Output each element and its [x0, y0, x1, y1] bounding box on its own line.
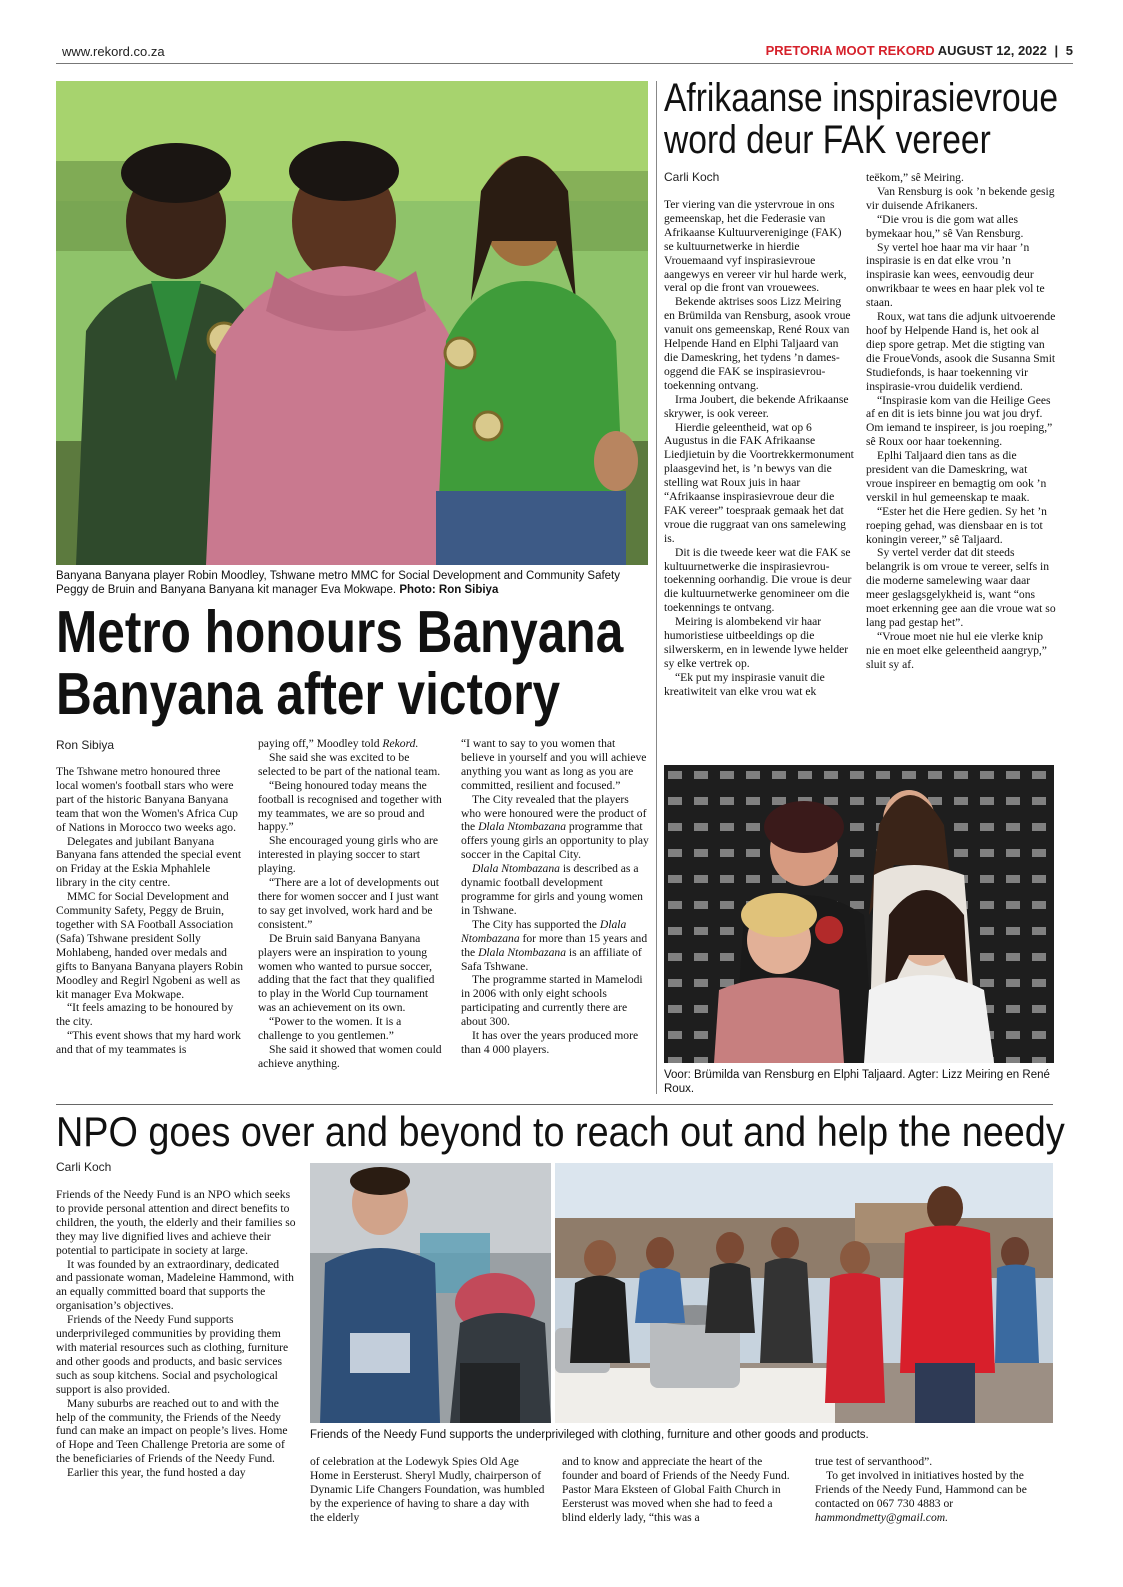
npo-paragraph: true test of servanthood”. [815, 1455, 933, 1468]
fak-paragraph: Roux, wat tans die adjunk uitvoerende hoof by Helpende Hand is, het ook al diep spore getrap. Met die stigting van die FroueVonds, asook die Susanna Smit Studiefonds, is haar toekenning vir inspirasie-vrou duidelik verdiend. [866, 310, 1056, 393]
fak-paragraph: Van Rensburg is ook ’n bekende gesig vir duisende Afrikaners. [866, 184, 1055, 212]
programme-name: Dlala Ntombazana [461, 917, 627, 945]
banyana-paragraph: “It feels amazing to be honoured by the city. [56, 1001, 234, 1029]
publication-mention: Rekord. [382, 737, 419, 750]
banyana-paragraph: She encouraged young girls who are interested in playing soccer to start playing. [258, 834, 439, 876]
issue-date: AUGUST 12, 2022 [937, 43, 1047, 58]
caption-text: Banyana Banyana player Robin Moodley, Tshwane metro MMC for Social Development and Community Safety Peggy de Bruin and Banyana Banyana kit manager Eva Mokwape. [56, 570, 620, 596]
programme-name: Dlala Ntombazana [478, 945, 566, 959]
banyana-paragraph: She said it showed that women could achieve anything. [258, 1042, 442, 1070]
fak-column-2 [866, 171, 1056, 672]
npo-paragraph: Friends of the Needy Fund is an NPO which seeks to provide personal attention and direct benefits to children, the youth, the elderly and their families so they may live dignified lives and achieve their potential to participate in society at large. [56, 1188, 296, 1257]
banyana-column-2 [258, 737, 446, 1071]
npo-paragraph: Many suburbs are reached out to and with the help of the community, the Friends of the Needy fund can make an impact on people’s lives. Home of Hope and Teen Challenge Pretoria are some of the beneficiaries of Friends of the Needy Fund. [56, 1396, 288, 1466]
banyana-text: The City has supported the [472, 917, 600, 931]
programme-name: Dlala Ntombazana [478, 820, 566, 834]
npo-paragraph: Friends of the Needy Fund supports underprivileged communities by providing them with material resources such as clothing, furniture and other goods and products, and basic services such as soup kitchens. Social and psychological support is also provided. [56, 1313, 289, 1396]
fak-paragraph: “Ek put my inspirasie vanuit die kreatiwiteit van elke vrou wat ek [664, 670, 825, 698]
fak-photo [664, 765, 1054, 1063]
banyana-column-1 [56, 765, 244, 1057]
fak-paragraph: Bekende aktrises soos Lizz Meiring en Brümilda van Rensburg, asook vroue vanuit ons gemeenskap, René Roux van Helpende Hand en Elphi Taljaard van die Dameskring, het tydens ’n dames-oggend die FAK se inspirasievrou-toekenning ontvang. [664, 295, 851, 392]
banyana-paragraph: “Power to the women. It is a challenge to you gentlemen.” [258, 1015, 402, 1043]
fak-paragraph: teëkom,” sê Meiring. [866, 171, 964, 184]
npo-photo-right [555, 1163, 1053, 1423]
banyana-paragraph: She said she was excited to be selected to be part of the national team. [258, 750, 441, 778]
banyana-paragraph: De Bruin said Banyana Banyana players were an inspiration to young women who wanted to pursue soccer, adding that the fact that they qualified to play in the World Cup tournament was an achievement on its own. [258, 931, 435, 1015]
banyana-text: is an affiliate of Safa Tshwane. [461, 945, 642, 973]
fak-headline-line-1: Afrikaanse inspirasievroue [664, 76, 1059, 120]
npo-paragraph: It was founded by an extraordinary, dedicated and passionate woman, Madeleine Hammond, with an equally committed board that supports the organisation’s objectives. [56, 1257, 294, 1313]
fak-paragraph: Meiring is alombekend vir haar humoristiese uitbeeldings op die silwerskerm, en in lewende lywe helder sy elke vertrek op. [664, 615, 849, 670]
fak-byline: Carli Koch [664, 170, 720, 184]
npo-paragraph: of celebration at the Lodewyk Spies Old Age Home in Eersterust. Sheryl Mudly, chairperson of Dynamic Life Changers Foundation, was humbled by the experience of having to share a day with the elderly [310, 1455, 545, 1524]
masthead-info [766, 43, 1073, 58]
banyana-paragraph: “This event shows that my hard work and that of my teammates is [56, 1029, 241, 1057]
npo-headline: NPO goes over and beyond to reach out and help the needy [56, 1108, 1065, 1155]
fak-paragraph: “Inspirasie kom van die Heilige Gees af en dit is iets binne jou wat jou dryf. Om iemand te inspireer, is jou roeping,” sê Roux oor haar toekenning. [866, 393, 1053, 449]
banyana-paragraph: “I want to say to you women that believe in yourself and you will achieve anything you want as long as you are committed, resilient and focused.” [461, 737, 647, 792]
banyana-text: The City revealed that the players who were honoured were the product of the [461, 792, 647, 834]
fak-paragraph: Irma Joubert, die bekende Afrikaanse skrywer, is ook vereer. [664, 392, 849, 420]
banyana-byline: Ron Sibiya [56, 738, 115, 752]
fak-paragraph: “Die vrou is die gom wat alles bymekaar hou,” sê Van Rensburg. [866, 212, 1024, 240]
npo-byline: Carli Koch [56, 1160, 112, 1174]
website-url[interactable]: www.rekord.co.za [62, 44, 165, 59]
fak-paragraph: Dit is die tweede keer wat die FAK se kultuurnetwerke die inspirasievrou-toekenning oorhandig. Die vroue is deur die kultuurnetwerke genomineer om die toekennings te ontvang. [664, 545, 852, 615]
fak-paragraph: “Vroue moet nie hul eie vlerke knip nie en moet elke geleentheid aangryp,” sluit sy af. [866, 629, 1047, 671]
banyana-paragraph: MMC for Social Development and Community Safety, Peggy de Bruin, together with SA Football Association (Safa) Tshwane president Solly Mohlabeng, handed over medals and gifts to Banyana Banyana players Robin Moodley and Regirl Ngobeni as well as kit manager Eva Mokwape. [56, 890, 244, 1001]
banyana-paragraph: It has over the years produced more than 4 000 players. [461, 1029, 639, 1056]
banyana-headline-line-1: Metro honours Banyana [56, 599, 624, 665]
banyana-paragraph [461, 793, 649, 863]
fak-paragraph: Eplhi Taljaard dien tans as die president van die Dameskring, wat vroue inspireer en bemagtig om ook ’n verskil in hul gemeenskap te maak. [866, 449, 1047, 504]
npo-text: To get involved in initiatives hosted by the Friends of the Needy Fund, Hammond can be contacted on 067 730 4883 or [815, 1468, 1027, 1510]
fak-paragraph: “Ester het die Here gedien. Sy het ’n roeping gehad, was diensbaar en is tot koningin vereer,” sê Taljaard. [866, 504, 1047, 546]
banyana-paragraph [258, 737, 446, 751]
banyana-text: for more than 15 years and the [461, 931, 648, 959]
banyana-text: is described as a dynamic football development programme for girls and young women in Tshwane. [461, 862, 643, 917]
column-divider [656, 81, 657, 1094]
banyana-paragraph [461, 862, 649, 918]
banyana-photo [56, 81, 648, 565]
npo-photo-caption: Friends of the Needy Fund supports the underprivileged with clothing, furniture and other goods and products. [310, 1429, 869, 1441]
npo-paragraph: and to know and appreciate the heart of the founder and board of Friends of the Needy Fund. Pastor Mara Eksteen of Global Faith Church in Eersterust was moved when she had to feed a blind elderly lady, “this was a [562, 1455, 790, 1524]
banyana-paragraph: The programme started in Mamelodi in 2006 with only eight schools participating and currently there are about 300. [461, 973, 643, 1029]
banyana-text: programme that offers young girls an opportunity to play soccer in the Capital City. [461, 820, 649, 862]
fak-paragraph: Sy vertel verder dat dit steeds belangrik is om vroue te vereer, selfs in die moderne samelewing waar daar meer geslagsgelykheid is, want “ons moet erkenning gee aan die vroue wat so lang pad gestap het”. [866, 546, 1056, 629]
npo-paragraph: Earlier this year, the fund hosted a day [67, 1466, 246, 1480]
banyana-headline-line-2: Banyana after victory [56, 661, 561, 727]
banyana-photo-caption [56, 569, 650, 597]
banyana-paragraph [461, 918, 649, 974]
fak-paragraph: Sy vertel hoe haar ma vir haar ’n inspirasie is en dat elke vrou ’n inspirasie kan wees, eenvoudig deur onwrikbaar te wees en haar plek vol te staan. [866, 240, 1045, 310]
fak-paragraph: Ter viering van die ystervroue in ons gemeenskap, het die Federasie van Afrikaanse Kultuurvereniginge (FAK) se kultuurnetwerke in hierdie Vrouemaand vyf inspirasievroue aangewys en vereer vir hul harde werk, veral op die front van vrouewees. [664, 198, 847, 295]
npo-column-1 [56, 1188, 296, 1480]
banyana-paragraph: The Tshwane metro honoured three local women's football stars who were part of the historic Banyana Banyana team that won the Women's Africa Cup of Nations in Morocco two weeks ago. [56, 765, 238, 834]
banyana-text: paying off,” Moodley told [258, 737, 383, 750]
contact-email[interactable]: hammondmetty@gmail.com. [815, 1510, 949, 1524]
npo-column-2 [310, 1455, 546, 1525]
banyana-paragraph: “Being honoured today means the football is recognised and together with my teammates, we are so proud and happy.” [258, 778, 442, 834]
section-divider [56, 1104, 1053, 1105]
npo-column-3 [562, 1455, 798, 1525]
banyana-paragraph: “There are a lot of developments out there for women soccer and I just want to say get involved, work hard and be consistent.” [258, 876, 439, 931]
programme-name: Dlala Ntombazana [472, 862, 560, 876]
npo-photo-left [310, 1163, 551, 1423]
npo-paragraph [815, 1469, 1051, 1525]
header-separator: | [1054, 43, 1059, 58]
photo-credit: Photo: Ron Sibiya [399, 584, 499, 596]
fak-paragraph: Hierdie geleentheid, wat op 6 Augustus in die FAK Afrikaanse Liedjietuin by die Voortrekkermonument plaasgevind het, is ’n bewys van die stelling wat Roux juis in haar “Afrikaanse inspirasievroue deur die FAK vereer” toespraak gemaak het dat vroue die ruggraat van ons samelewing is. [664, 420, 854, 545]
publication-name: PRETORIA MOOT REKORD [765, 43, 935, 58]
page-number: 5 [1065, 43, 1073, 58]
fak-photo-caption: Voor: Brümilda van Rensburg en Elphi Taljaard. Agter: Lizz Meiring en René Roux. [664, 1069, 1050, 1095]
banyana-paragraph: Delegates and jubilant Banyana Banyana fans attended the special event on Friday at the Eskia Mphahlele library in the city centre. [56, 834, 242, 890]
fak-column-1 [664, 198, 854, 699]
fak-headline-line-2: word deur FAK vereer [664, 118, 991, 162]
banyana-column-3 [461, 737, 649, 1057]
header-rule [56, 63, 1073, 64]
npo-column-4 [815, 1455, 1051, 1525]
